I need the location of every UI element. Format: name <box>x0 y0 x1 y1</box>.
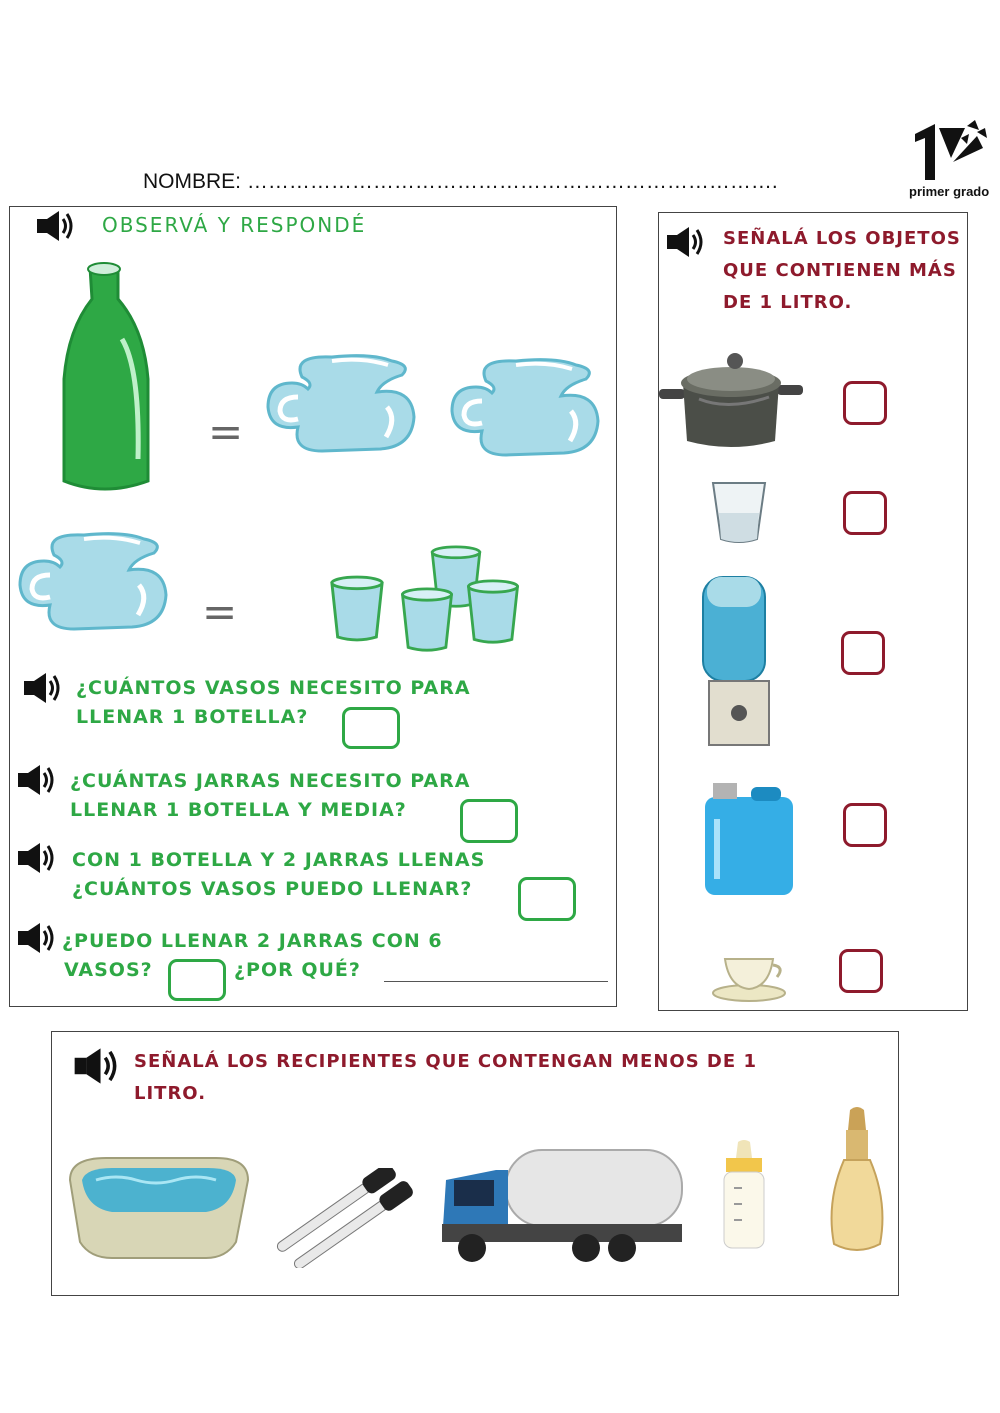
question-1-line-2: LLENAR 1 BOTELLA? <box>76 706 309 728</box>
teacup-icon <box>711 953 791 1003</box>
question-4-line-2: VASOS? <box>64 959 153 981</box>
checkbox-water-dispenser[interactable] <box>841 631 885 675</box>
glass-icon <box>398 587 456 653</box>
question-1-line-1: ¿CUÁNTOS VASOS NECESITO PARA <box>76 677 471 699</box>
question-3-line-2: ¿CUÁNTOS VASOS PUEDO LLENAR? <box>72 878 473 900</box>
right-panel-title-line-2: QUE CONTIENEN MÁS <box>723 260 957 281</box>
tanker-truck-icon <box>436 1140 686 1268</box>
checkbox-jerrycan[interactable] <box>843 803 887 847</box>
pot-icon <box>659 349 803 451</box>
equals-sign: = <box>202 587 238 636</box>
perfume-bottle-icon <box>824 1106 890 1256</box>
answer-box-2[interactable] <box>460 799 518 843</box>
bottom-panel <box>51 1031 899 1296</box>
checkbox-teacup[interactable] <box>839 949 883 993</box>
bottle-icon <box>52 259 158 499</box>
logo-icon <box>905 118 1000 184</box>
right-panel-title-line-1: SEÑALÁ LOS OBJETOS <box>723 228 961 249</box>
checkbox-glass[interactable] <box>843 491 887 535</box>
nombre-label: NOMBRE: …………………………………………………………………. <box>143 170 778 193</box>
water-dispenser-icon <box>699 573 779 747</box>
speaker-icon[interactable] <box>72 1046 122 1086</box>
why-answer-line[interactable] <box>384 981 608 982</box>
left-panel <box>9 206 617 1007</box>
right-panel <box>658 212 968 1011</box>
speaker-icon[interactable] <box>16 763 58 797</box>
answer-box-3[interactable] <box>518 877 576 921</box>
question-3-line-1: CON 1 BOTELLA Y 2 JARRAS LLENAS <box>72 849 486 871</box>
question-2-line-2: LLENAR 1 BOTELLA Y MEDIA? <box>70 799 407 821</box>
jug-icon <box>262 347 422 467</box>
checkbox-pot[interactable] <box>843 381 887 425</box>
jerrycan-icon <box>703 779 795 897</box>
question-2-line-1: ¿CUÁNTAS JARRAS NECESITO PARA <box>70 770 471 792</box>
speaker-icon[interactable] <box>22 671 64 705</box>
question-4-line-1: ¿PUEDO LLENAR 2 JARRAS CON 6 <box>62 930 443 952</box>
dropper-icon <box>262 1168 422 1268</box>
logo <box>905 118 1000 208</box>
logo-label: primer grado <box>909 184 990 199</box>
jug-icon <box>14 525 174 645</box>
bottom-panel-title-line-2: LITRO. <box>134 1083 207 1104</box>
speaker-icon[interactable] <box>16 921 58 955</box>
glass-icon <box>328 575 386 643</box>
speaker-icon[interactable] <box>35 209 77 243</box>
jug-icon <box>446 351 606 471</box>
answer-box-4[interactable] <box>168 959 226 1001</box>
glass-icon <box>711 479 767 545</box>
baby-bottle-icon <box>716 1138 772 1250</box>
right-panel-title-line-3: DE 1 LITRO. <box>723 292 853 313</box>
question-4-why: ¿POR QUÉ? <box>234 959 361 981</box>
left-panel-title: OBSERVÁ Y RESPONDÉ <box>102 213 367 237</box>
speaker-icon[interactable] <box>16 841 58 875</box>
equals-sign: = <box>208 407 244 456</box>
bathtub-icon <box>66 1150 252 1270</box>
bottom-panel-title-line-1: SEÑALÁ LOS RECIPIENTES QUE CONTENGAN MENOS DE 1 <box>134 1051 757 1072</box>
glass-icon <box>464 579 522 645</box>
speaker-icon[interactable] <box>665 225 707 259</box>
answer-box-1[interactable] <box>342 707 400 749</box>
